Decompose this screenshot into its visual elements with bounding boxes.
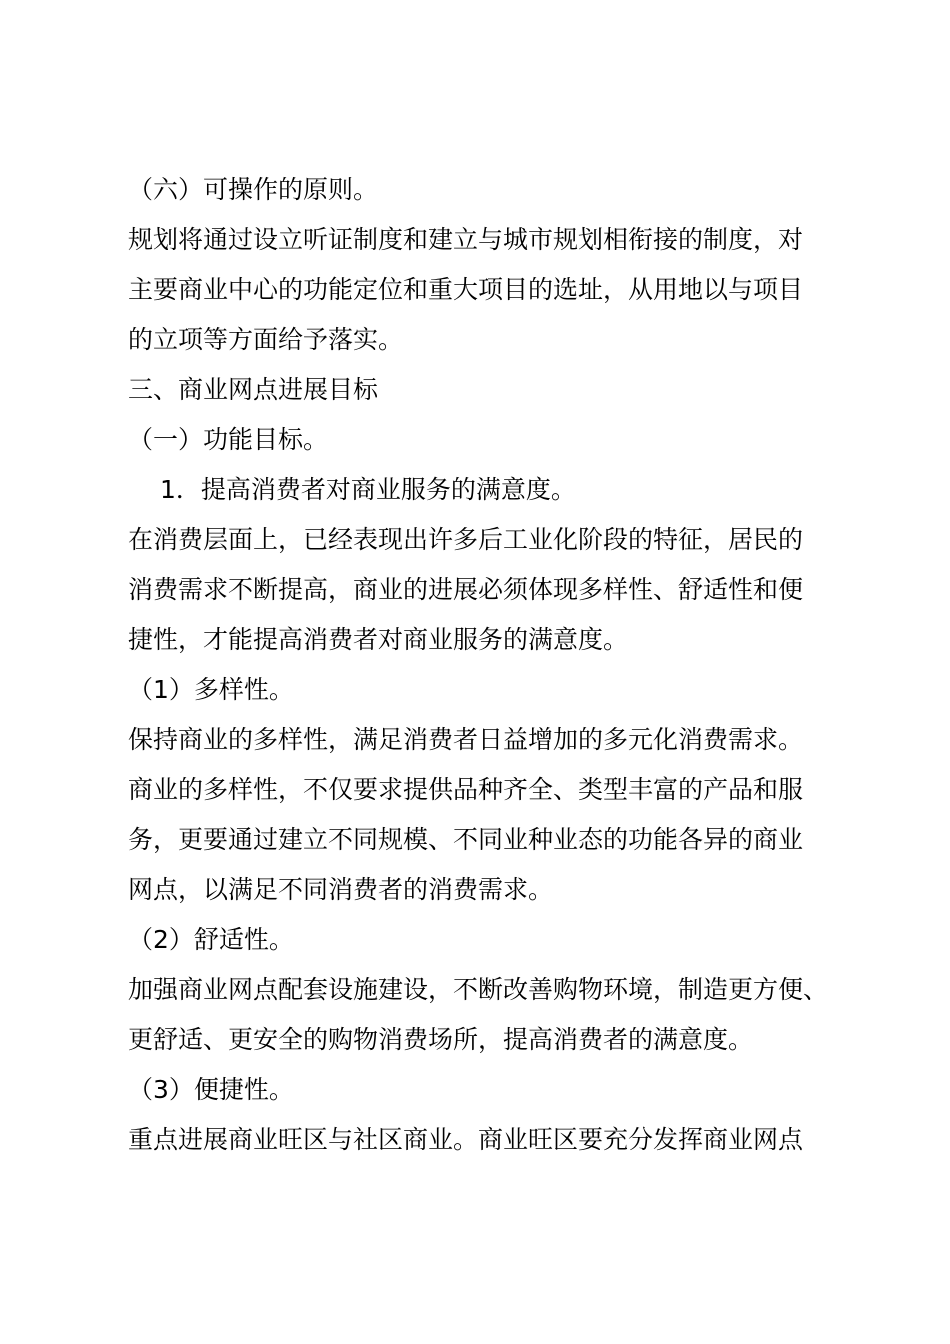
paragraph-line: 主要商业中心的功能定位和重大项目的选址，从用地以与项目 [128,275,804,304]
paragraph-line: 保持商业的多样性，满足消费者日益增加的多元化消费需求。 [128,725,804,754]
numbered-item-1: 1．提高消费者对商业服务的满意度。 [160,475,576,504]
heading-principle-operable: （六）可操作的原则。 [128,175,379,204]
paragraph-line: 务，更要通过建立不同规模、不同业种业态的功能各异的商业 [128,825,804,854]
paragraph-line: 加强商业网点配套设施建设，不断改善购物环境，制造更方便、 [128,975,829,1004]
paragraph-line: 捷性，才能提高消费者对商业服务的满意度。 [128,625,629,654]
paragraph-line: 更舒适、更安全的购物消费场所，提高消费者的满意度。 [128,1025,754,1054]
paragraph-line: 商业的多样性，不仅要求提供品种齐全、类型丰富的产品和服 [128,775,804,804]
paragraph-line: 重点进展商业旺区与社区商业。商业旺区要充分发挥商业网点 [128,1125,804,1154]
subheading-convenience: （3）便捷性。 [128,1075,294,1104]
paragraph-line: 在消费层面上，已经表现出许多后工业化阶段的特征，居民的 [128,525,804,554]
paragraph-line: 的立项等方面给予落实。 [128,325,404,354]
paragraph-line: 规划将通过设立听证制度和建立与城市规划相衔接的制度，对 [128,225,804,254]
subheading-diversity: （1）多样性。 [128,675,294,704]
subheading-function-goals: （一）功能目标。 [128,425,329,454]
paragraph-line: 网点，以满足不同消费者的消费需求。 [128,875,554,904]
section-heading-goals: 三、商业网点进展目标 [128,375,379,404]
paragraph-line: 消费需求不断提高，商业的进展必须体现多样性、舒适性和便 [128,575,804,604]
subheading-comfort: （2）舒适性。 [128,925,294,954]
